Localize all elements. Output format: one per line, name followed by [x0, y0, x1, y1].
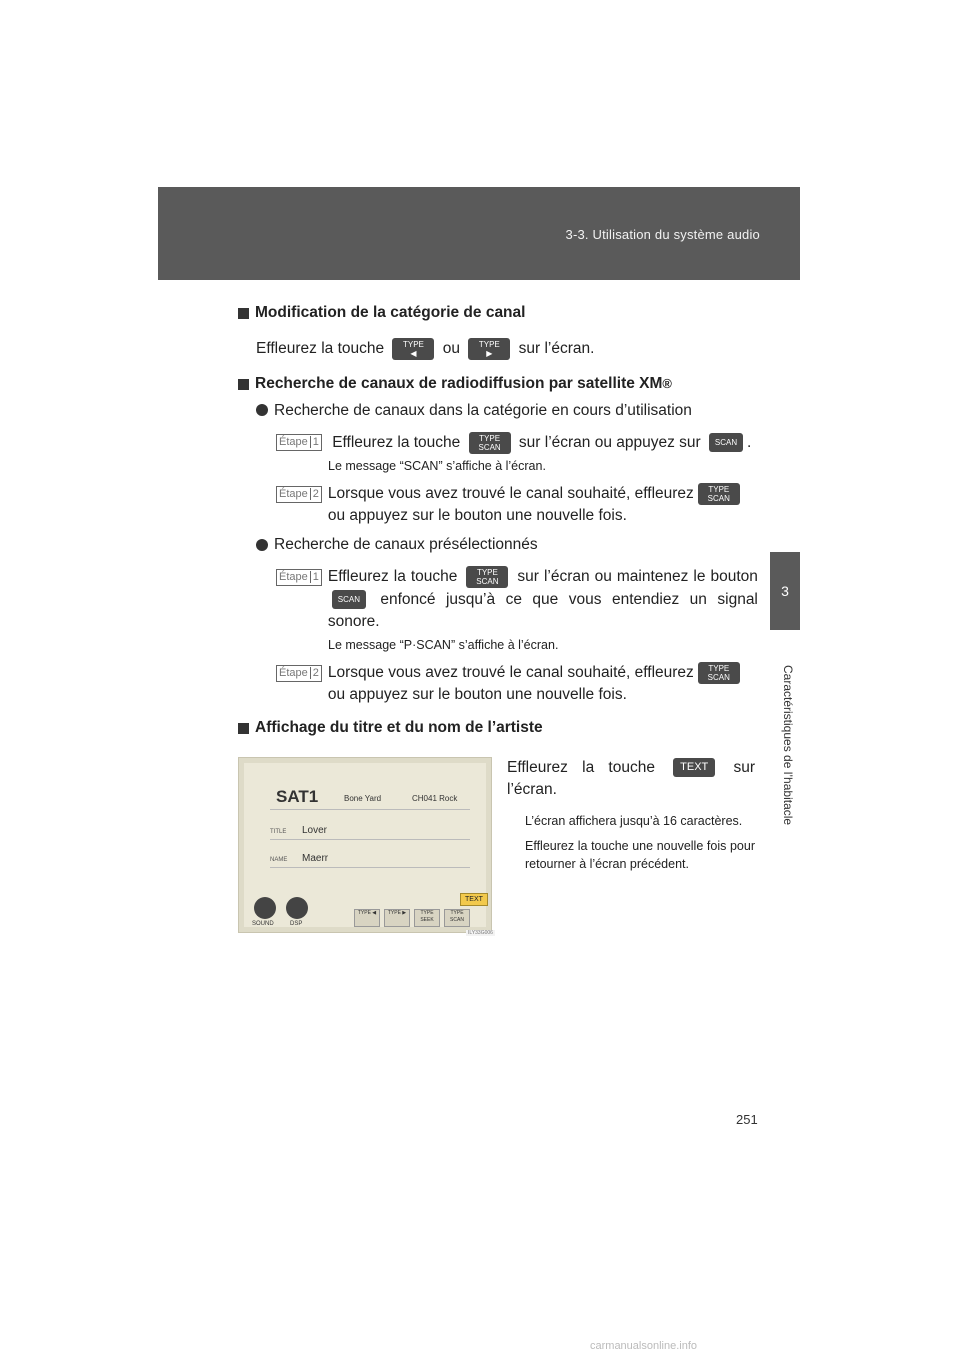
- square-bullet-icon: [238, 723, 249, 734]
- screen-title-label: TITLE: [270, 829, 287, 835]
- type-scan-button-icon: TYPE SCAN: [698, 662, 740, 684]
- square-bullet-icon: [238, 308, 249, 319]
- screen-band: SAT1: [276, 787, 319, 806]
- heading-xm-scan: Recherche de canaux de radiodiffusion par satellite XM ®: [238, 373, 758, 395]
- note-return: Effleurez la touche une nouvelle fois pour retourner à l’écran précédent.: [525, 838, 755, 872]
- square-bullet-icon: [238, 379, 249, 390]
- step-1-preset: Étape 1 Effleurez la touche TYPE SCAN sur l’écran ou maintenez le bouton SCAN enfoncé jusqu’à ce que vous entendiez un signal sonore.: [276, 566, 758, 634]
- screen-sound-label: SOUND: [252, 921, 274, 927]
- screen-channel-info: CH041 Rock: [412, 794, 458, 803]
- etape-2-badge: Étape 2: [276, 665, 322, 682]
- round-bullet-icon: [256, 404, 268, 416]
- note-scan-message: Le message “SCAN” s’affiche à l’écran.: [328, 458, 546, 473]
- scan-button-icon: SCAN: [332, 590, 366, 609]
- screen-type-seek-button: TYPE SEEK: [414, 909, 440, 927]
- bullet-preset: Recherche de canaux présélectionnés: [256, 534, 758, 556]
- bullet-current-category: Recherche de canaux dans la catégorie en cours d’utilisation: [256, 400, 758, 422]
- content: [238, 302, 758, 739]
- note-pscan-message: Le message “P·SCAN” s’affiche à l’écran.: [328, 637, 559, 652]
- chapter-tab: [770, 552, 800, 630]
- type-right-button-icon: TYPE ▶: [468, 338, 510, 360]
- header-band: [158, 187, 800, 280]
- screen-type-left-button: TYPE ◀: [354, 909, 380, 927]
- section-title: 3-3. Utilisation du système audio: [565, 227, 760, 242]
- screen-text-button: TEXT: [460, 893, 488, 906]
- dsp-icon: [286, 897, 308, 919]
- type-scan-button-icon: TYPE SCAN: [469, 432, 511, 454]
- etape-1-badge: Étape 1: [276, 434, 322, 451]
- screen-name-value: Maerr: [302, 853, 329, 864]
- screen-name-label: NAME: [270, 857, 288, 863]
- scan-button-icon: SCAN: [709, 433, 743, 452]
- note-16-characters: L’écran affichera jusqu’à 16 caractères.: [525, 813, 743, 828]
- screen-channel-name: Bone Yard: [344, 794, 382, 803]
- step-2-preset: Étape 2 Lorsque vous avez trouvé le canal souhaité, effleurez TYPE SCAN ou appuyez sur le bouton une nouvelle fois.: [276, 662, 758, 707]
- screen-type-right-button: TYPE ▶: [384, 909, 410, 927]
- channel-category-text: Effleurez la touche TYPE ◀ ou TYPE ▶ sur l’écran.: [256, 340, 595, 359]
- sound-icon: [254, 897, 276, 919]
- title-artist-instructions: Effleurez la touche TEXT sur l’écran. L’écran affichera jusqu’à 16 caractères. Effleurez la touche une nouvelle fois pour retourner à l’écran précédent.: [507, 757, 755, 874]
- type-scan-button-icon: TYPE SCAN: [466, 566, 508, 588]
- step-2-current: Étape 2 Lorsque vous avez trouvé le canal souhaité, effleurez TYPE SCAN ou appuyez sur le bouton une nouvelle fois.: [276, 483, 758, 528]
- round-bullet-icon: [256, 539, 268, 551]
- screen-title-value: Lover: [302, 825, 328, 836]
- type-scan-button-icon: TYPE SCAN: [698, 483, 740, 505]
- etape-2-badge: Étape 2: [276, 486, 322, 503]
- page-number: 251: [736, 1112, 758, 1127]
- radio-screen-image: [238, 757, 493, 936]
- heading-title-artist: Affichage du titre et du nom de l’artiste: [238, 717, 758, 739]
- type-left-button-icon: TYPE ◀: [392, 338, 434, 360]
- screen-type-scan-button: TYPE SCAN: [444, 909, 470, 927]
- watermark: carmanualsonline.info: [590, 1340, 698, 1352]
- chapter-label: Caractéristiques de l’habitacle: [781, 665, 795, 826]
- heading-channel-category: Modification de la catégorie de canal: [238, 302, 758, 324]
- step-1-current: Étape 1 Effleurez la touche TYPE SCAN sur l’écran ou appuyez sur SCAN .: [276, 432, 758, 455]
- etape-1-badge: Étape 1: [276, 569, 322, 586]
- image-code: ILY33G006: [468, 930, 493, 936]
- screen-dsp-label: DSP: [290, 921, 303, 927]
- text-button-icon: TEXT: [673, 758, 715, 777]
- chapter-number: 3: [781, 583, 789, 599]
